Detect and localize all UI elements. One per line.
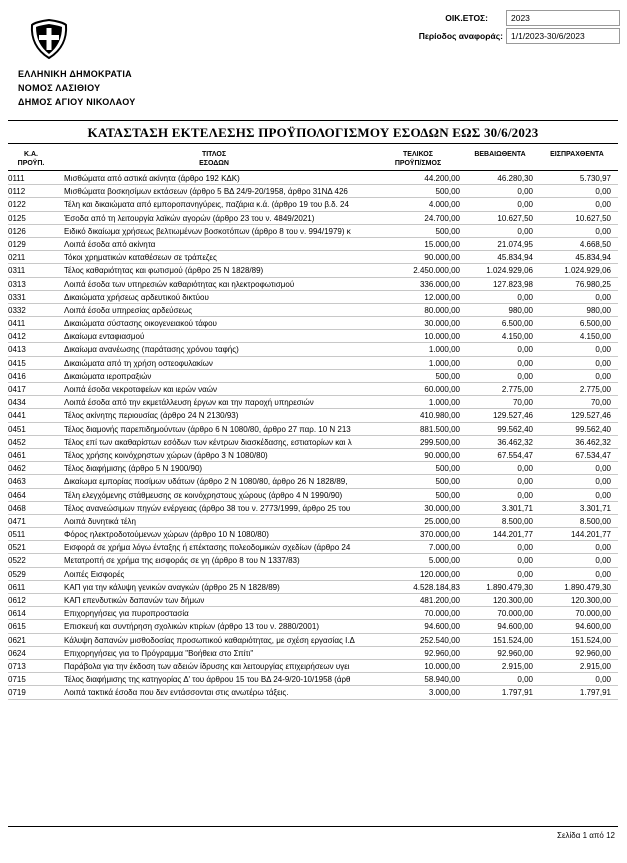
table-row [8,647,618,660]
row-code: 0471 [8,516,26,526]
row-collected: 8.500,00 [579,516,611,526]
row-certified: 0,00 [517,490,533,500]
table-row [8,475,618,488]
row-certified: 8.500,00 [501,516,533,526]
row-title: Μισθώματα βοσκησίμων εκτάσεων (άρθρο 5 ΒΔ 24/9-20/1958, άρθρο 31ΝΔ 426 [64,187,348,197]
row-title: Τέλος ακίνητης περιουσίας (άρθρο 24 Ν 2130/93) [64,411,239,421]
row-title: Τέλος διαμονής παρεπιδημούντων (άρθρο 6 Ν 1080/80, άρθρο 27 παρ. 10 Ν 213 [64,424,351,434]
row-title: Λοιπά έσοδα νεκροταφείων και ιερών ναών [64,385,217,394]
row-budget: 1.000,00 [358,343,460,356]
table-row [8,581,618,594]
row-collected: 144.201,77 [570,530,611,540]
row-certified: 70,00 [512,398,533,408]
row-title: Δικαίωμα εμπορίας ποσίμων υδάτων (άρθρο 2 Ν 1080/80, άρθρο 26 Ν 1828/89, [64,477,348,487]
period-label: Περίοδος αναφοράς: [418,31,503,41]
row-certified: 144.201,77 [492,530,533,540]
org-country: ΕΛΛΗΝΙΚΗ ΔΗΜΟΚΡΑΤΙΑ [18,69,132,79]
header-title-line1: ΤΙΤΛΟΣ [201,151,227,158]
row-title: Τέλος επί των ακαθαρίστων εσόδων των κέντρων διασκέδασης, εστιατορίων και λ [64,437,352,447]
row-title: Τόκοι χρηματικών καταθέσεων σε τράπεζες [64,253,217,263]
org-municipality: ΔΗΜΟΣ ΑΓΙΟΥ ΝΙΚΟΛΑΟΥ [18,97,136,107]
table-row [8,370,618,383]
row-certified: 0,00 [517,358,533,368]
table-row [8,330,618,343]
row-collected: 99.562,40 [575,424,611,434]
row-certified: 151.524,00 [492,635,533,645]
row-budget: 92.960,00 [358,647,460,660]
org-prefecture: ΝΟΜΟΣ ΛΑΣΙΘΙΟΥ [18,83,101,93]
header-code-line1: Κ.Α. [24,151,38,158]
row-collected: 0,00 [595,345,611,355]
table-row [8,212,618,225]
row-code: 0529 [8,569,26,579]
row-certified: 129.527,46 [492,411,533,421]
row-collected: 151.524,00 [570,635,611,645]
fiscal-year-value: 2023 [506,10,620,26]
row-collected: 1.024.929,06 [564,266,611,276]
row-certified: 0,00 [517,569,533,579]
row-title: Φόρος ηλεκτροδοτούμενων χώρων (άρθρο 10 Ν 1080/80) [64,530,269,540]
table-row [8,409,618,422]
row-certified: 1.797,91 [501,688,533,698]
row-budget: 252.540,00 [358,634,460,647]
row-certified: 10.627,50 [497,213,533,223]
row-budget: 410.980,00 [358,409,460,422]
page-number: Σελίδα 1 από 12 [557,831,615,840]
row-collected: 36.462,32 [575,437,611,447]
header-certified [464,150,536,159]
table-row [8,264,618,277]
row-collected: 70.000,00 [575,609,611,619]
row-title: Επιχορηγήσεις για το Πρόγραμμα "Βοήθεια στο Σπίτι" [64,648,254,658]
row-collected: 0,00 [595,200,611,210]
row-collected: 0,00 [595,187,611,197]
row-code: 0624 [8,648,26,658]
row-code: 0332 [8,305,26,315]
header-budget-line1: ΤΕΛΙΚΟΣ [403,151,433,158]
table-row [8,673,618,686]
row-code: 0111 [8,174,25,183]
table-row [8,568,618,581]
row-title: ΚΑΠ επενδυτικών δαπανών των δήμων [64,596,205,605]
row-code: 0211 [8,253,26,263]
row-code: 0462 [8,464,26,474]
row-code: 0311 [8,266,26,276]
row-code: 0413 [8,345,26,355]
row-code: 0463 [8,477,26,487]
table-row [8,317,618,330]
row-code: 0621 [8,635,26,645]
row-certified: 0,00 [517,187,533,197]
table-row [8,620,618,633]
row-title: Μισθώματα από αστικά ακίνητα (άρθρο 192 ΚΔΚ) [64,174,240,183]
table-row [8,185,618,198]
table-row [8,291,618,304]
row-collected: 5.730,97 [579,174,611,183]
row-certified: 0,00 [517,675,533,685]
row-title: Έσοδα από τη λειτουργία λαϊκών αγορών (άρθρο 23 του ν. 4849/2021) [64,213,315,223]
row-budget: 44.200,00 [358,172,460,185]
header-budget-line2: ΠΡΟΫΠ/ΣΜΟΣ [394,160,442,167]
row-title: ΚΑΠ για την κάλυψη γενικών αναγκών (άρθρο 25 Ν 1828/89) [64,582,280,592]
row-budget: 58.940,00 [358,673,460,686]
row-code: 0511 [8,530,26,540]
row-title: Παράβολα για την έκδοση των αδειών ίδρυσης και λειτουργίας επιχειρήσεων υγει [64,661,350,671]
row-collected: 4.668,50 [579,239,611,249]
row-budget: 90.000,00 [358,251,460,264]
row-budget: 30.000,00 [358,317,460,330]
row-code: 0416 [8,371,26,381]
revenue-table-body [8,172,618,700]
row-code: 0468 [8,503,26,513]
row-code: 0434 [8,398,26,408]
row-title: Δικαιώματα ιεροπραξιών [64,371,152,381]
row-code: 0615 [8,622,26,632]
row-certified: 0,00 [517,371,533,381]
row-budget: 10.000,00 [358,660,460,673]
table-row [8,357,618,370]
header-collected-line1: ΕΙΣΠΡΑΧΘΕΝΤΑ [550,151,604,158]
row-title: Λοιπά έσοδα από την εκμετάλλευση έργων και την παροχή υπηρεσιών [64,398,314,408]
row-code: 0441 [8,411,26,421]
fiscal-year-label: ΟΙΚ.ΕΤΟΣ: [445,13,488,23]
row-budget: 25.000,00 [358,515,460,528]
row-budget: 94.600,00 [358,620,460,633]
row-divider [8,699,618,700]
row-certified: 6.500,00 [501,319,533,329]
row-collected: 45.834,94 [575,253,611,263]
row-budget: 500,00 [358,185,460,198]
row-budget: 881.500,00 [358,423,460,436]
row-collected: 92.960,00 [575,648,611,658]
row-collected: 0,00 [595,477,611,487]
row-certified: 92.960,00 [497,648,533,658]
row-title: Εισφορά σε χρήμα λόγω ένταξης ή επέκτασης πολεοδομικών σχεδίων (άρθρο 24 [64,543,351,553]
row-budget: 500,00 [358,462,460,475]
row-collected: 2.915,00 [579,661,611,671]
row-code: 0521 [8,543,26,553]
row-budget: 5.000,00 [358,554,460,567]
row-certified: 70.000,00 [497,609,533,619]
row-title: Τέλη και δικαιώματα από εμποροπανηγύρεις, παζάρια κ.ά. (άρθρο 19 του β.δ. 24 [64,200,349,210]
table-row [8,660,618,673]
row-title: Δικαιώματα από τη χρήση οστεοφυλακίων [64,358,213,368]
row-budget: 2.450.000,00 [358,264,460,277]
table-row [8,515,618,528]
row-certified: 0,00 [517,556,533,566]
header-rule [8,170,618,171]
title-rule-top [8,120,618,121]
row-title: Κάλυψη δαπανών μισθοδοσίας προσωπικού καθαριότητας, με σχέση εργασίας Ι.Δ [64,635,355,645]
table-row [8,172,618,185]
row-title: Τέλος καθαριότητας και φωτισμού (άρθρο 25 Ν 1828/89) [64,266,264,276]
row-budget: 4.000,00 [358,198,460,211]
row-collected: 1.797,91 [579,688,611,698]
row-budget: 500,00 [358,225,460,238]
table-row [8,541,618,554]
row-certified: 94.600,00 [497,622,533,632]
row-certified: 1.024.929,06 [486,266,533,276]
row-budget: 10.000,00 [358,330,460,343]
row-code: 0415 [8,358,26,368]
row-code: 0331 [8,292,26,302]
row-collected: 980,00 [586,305,611,315]
row-code: 0715 [8,675,26,685]
row-title: Τέλος διαφήμισης (άρθρο 5 Ν 1900/90) [64,464,203,474]
row-collected: 70,00 [590,398,611,408]
table-row [8,238,618,251]
row-code: 0611 [8,582,26,592]
row-collected: 0,00 [595,490,611,500]
row-certified: 99.562,40 [497,424,533,434]
row-collected: 10.627,50 [575,213,611,223]
header-title [64,150,364,168]
row-certified: 36.462,32 [497,437,533,447]
table-row [8,528,618,541]
row-code: 0417 [8,385,26,394]
row-code: 0122 [8,200,26,210]
row-title: Τέλος διαφήμισης της κατηγορίας Δ' του άρθρου 15 του ΒΔ 24-9/20-10/1958 (άρθ [64,675,351,685]
table-row [8,423,618,436]
table-row [8,607,618,620]
greek-emblem-icon [28,18,70,60]
table-row [8,502,618,515]
row-code: 0313 [8,279,26,289]
row-certified: 4.150,00 [501,332,533,342]
row-budget: 1.000,00 [358,357,460,370]
table-row [8,554,618,567]
row-budget: 1.000,00 [358,396,460,409]
row-budget: 481.200,00 [358,594,460,607]
row-title: Μετατροπή σε χρήμα της εισφοράς σε γη (άρθρο 8 του Ν 1337/83) [64,556,300,566]
row-collected: 0,00 [595,543,611,553]
row-certified: 0,00 [517,226,533,236]
row-budget: 7.000,00 [358,541,460,554]
row-title: Δικαίωμα ανανέωσης (παράτασης χρόνου ταφής) [64,345,239,355]
row-collected: 6.500,00 [579,319,611,329]
table-row [8,343,618,356]
row-collected: 2.775,00 [579,385,611,394]
row-budget: 60.000,00 [358,383,460,396]
row-code: 0125 [8,213,26,223]
row-certified: 2.915,00 [501,661,533,671]
row-budget: 70.000,00 [358,607,460,620]
table-row [8,462,618,475]
row-title: Δικαίωμα ενταφιασμού [64,332,145,342]
row-budget: 12.000,00 [358,291,460,304]
table-row [8,489,618,502]
row-title: Τέλος χρήσης κοινόχρηστων χώρων (άρθρο 3 Ν 1080/80) [64,450,268,460]
row-certified: 0,00 [517,292,533,302]
row-collected: 0,00 [595,371,611,381]
row-collected: 120.300,00 [570,596,611,605]
row-budget: 3.000,00 [358,686,460,699]
row-collected: 3.301,71 [579,503,611,513]
row-budget: 24.700,00 [358,212,460,225]
row-budget: 370.000,00 [358,528,460,541]
row-budget: 336.000,00 [358,278,460,291]
row-code: 0713 [8,661,26,671]
table-row [8,198,618,211]
row-certified: 46.280,30 [497,174,533,183]
row-code: 0461 [8,450,26,460]
row-certified: 0,00 [517,543,533,553]
row-code: 0129 [8,239,26,249]
row-collected: 0,00 [595,292,611,302]
row-title: Λοιπά έσοδα των υπηρεσιών καθαριότητας και ηλεκτροφωτισμού [64,279,295,289]
row-title: Τέλος ανανεώσιμων πηγών ενέργειας (άρθρο 38 του ν. 2773/1999, άρθρο 25 του [64,503,351,513]
row-budget: 90.000,00 [358,449,460,462]
row-collected: 129.527,46 [570,411,611,421]
header-title-line2: ΕΣΟΔΩΝ [199,160,229,167]
row-code: 0612 [8,596,26,605]
row-code: 0126 [8,226,26,236]
table-row [8,396,618,409]
row-certified: 0,00 [517,477,533,487]
period-value: 1/1/2023-30/6/2023 [506,28,620,44]
row-code: 0452 [8,437,26,447]
row-budget: 120.000,00 [358,568,460,581]
row-title: Λοιπές Εισφορές [64,569,125,579]
row-collected: 1.890.479,30 [564,582,611,592]
row-budget: 500,00 [358,489,460,502]
row-title: Δικαιώματα σύστασης οικογενειακού τάφου [64,319,217,329]
row-budget: 15.000,00 [358,238,460,251]
row-certified: 0,00 [517,464,533,474]
row-certified: 120.300,00 [492,596,533,605]
row-certified: 0,00 [517,200,533,210]
row-title: Δικαιώματα χρήσεως αρδευτικού δικτύου [64,292,209,302]
row-collected: 0,00 [595,556,611,566]
row-title: Λοιπά δυνητικά τέλη [64,516,136,526]
row-collected: 0,00 [595,464,611,474]
table-row [8,251,618,264]
table-row [8,449,618,462]
row-code: 0451 [8,424,26,434]
table-row [8,436,618,449]
table-row [8,634,618,647]
row-certified: 2.775,00 [501,385,533,394]
table-row [8,594,618,607]
row-budget: 4.528.184,83 [358,581,460,594]
table-row [8,225,618,238]
header-code [8,150,54,168]
header-budget [383,150,453,168]
title-rule-bottom [8,143,618,144]
row-code: 0411 [8,319,26,329]
row-title: Λοιπά τακτικά έσοδα που δεν εντάσσονται στις ανωτέρω τάξεις. [64,688,289,698]
row-certified: 127.823,98 [492,279,533,289]
row-certified: 45.834,94 [497,253,533,263]
row-code: 0112 [8,187,26,197]
row-title: Επιχορηγήσεις για πυροπροστασία [64,609,189,619]
row-code: 0412 [8,332,26,342]
header-collected [541,150,613,159]
row-certified: 0,00 [517,345,533,355]
row-certified: 21.074,95 [497,239,533,249]
row-code: 0614 [8,609,26,619]
row-collected: 0,00 [595,358,611,368]
row-certified: 1.890.479,30 [486,582,533,592]
header-certified-line1: ΒΕΒΑΙΩΘΕΝΤΑ [474,151,526,158]
row-collected: 0,00 [595,226,611,236]
row-collected: 67.534,47 [575,450,611,460]
row-title: Ειδικό δικαίωμα χρήσεως βελτιωμένων βοσκοτόπων (άρθρο 8 του ν. 994/1979) κ [64,226,351,236]
row-code: 0522 [8,556,26,566]
row-budget: 500,00 [358,475,460,488]
row-certified: 980,00 [508,305,533,315]
footer-rule [8,826,618,827]
table-row [8,383,618,396]
row-budget: 80.000,00 [358,304,460,317]
row-title: Τέλη ελεγχόμενης στάθμευσης σε κοινόχρηστους χώρους (άρθρο 4 Ν 1990/90) [64,490,343,500]
table-row [8,304,618,317]
report-title: ΚΑΤΑΣΤΑΣΗ ΕΚΤΕΛΕΣΗΣ ΠΡΟΫΠΟΛΟΓΙΣΜΟΥ ΕΣΟΔΩΝ ΕΩΣ 30/6/2023 [87,125,539,140]
row-code: 0719 [8,688,26,698]
row-collected: 0,00 [595,675,611,685]
row-certified: 67.554,47 [497,450,533,460]
row-collected: 4.150,00 [579,332,611,342]
row-title: Επισκευή και συντήρηση σχολικών κτιρίων (άρθρο 13 του ν. 2880/2001) [64,622,319,632]
row-title: Λοιπά έσοδα από ακίνητα [64,239,156,249]
row-budget: 500,00 [358,370,460,383]
row-certified: 3.301,71 [501,503,533,513]
row-collected: 94.600,00 [575,622,611,632]
row-collected: 76.980,25 [575,279,611,289]
table-row [8,686,618,699]
table-row [8,278,618,291]
header-code-line2: ΠΡΟΫΠ. [17,160,45,167]
row-title: Λοιπά έσοδα υπηρεσίας αρδεύσεως [64,305,193,315]
row-budget: 30.000,00 [358,502,460,515]
row-code: 0464 [8,490,26,500]
row-budget: 299.500,00 [358,436,460,449]
row-collected: 0,00 [595,569,611,579]
